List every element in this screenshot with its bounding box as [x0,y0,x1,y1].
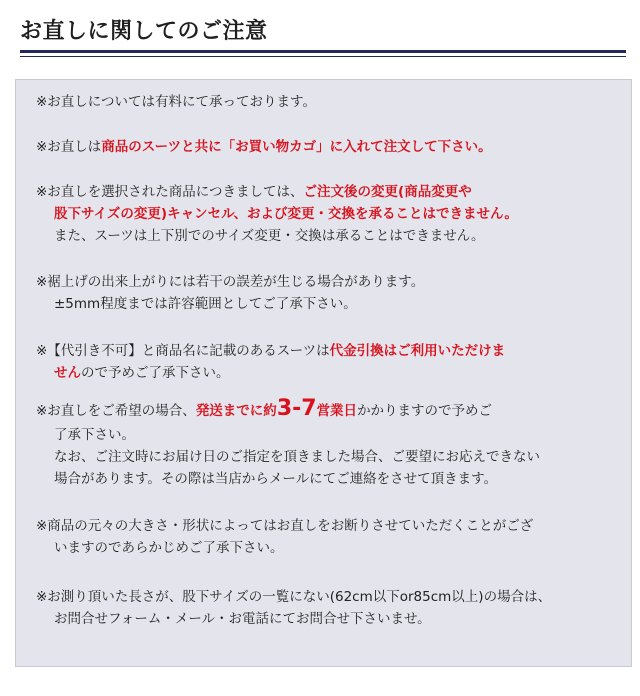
notice-line: ±5mm程度までは許容範囲としてご了承下さい。 [54,296,357,312]
notice-no-changes [36,181,636,247]
title-underline-thin [20,56,626,57]
shipping-days: 3-7 [276,396,317,421]
notice-inseam-contact [36,586,636,630]
notice-line: ※お直しについては有料にて承っております。 [36,94,316,110]
notice-line: また、スーツは上下別でのサイズ変更・交換は承ることはできません。 [54,228,485,244]
notice-line: 了承下さい。 [54,427,135,443]
notice-emphasis: 商品のスーツと共に「お買い物カゴ」に入れて注文して下さい。 [101,139,492,155]
notice-emphasis: 代金引換はご利用いただけま [329,343,506,359]
notice-no-cod [36,340,636,384]
notice-line: お問合せフォーム・メール・お電話にてお問合せ下さいませ。 [54,611,431,627]
notice-line: 場合があります。その際は当店からメールにてご連絡をさせて頂きます。 [54,471,498,487]
notice-line [36,362,636,384]
notice-shipping-time [36,398,636,490]
notice-text: ※お直しを選択された商品につきましては、 [36,184,304,200]
notice-emphasis: せん [54,365,81,381]
notice-text: ※お直しは [36,139,102,155]
notice-line [36,340,636,362]
notice-line: いますのであらかじめご了承下さい。 [54,540,284,556]
notice-line: ※裾上げの出来上がりには若干の誤差が生じる場合があります。 [36,274,425,290]
notice-emphasis: 営業日 [316,403,358,419]
page-header [0,0,640,62]
notice-line [36,136,636,158]
notice-line: ※商品の元々の大きさ・形状によってはお直しをお断りさせていただくことがござ [36,518,534,534]
notice-box [15,79,632,667]
notice-line [36,181,636,203]
notice-may-decline [36,515,636,559]
notice-hem-tolerance [36,271,636,315]
notice-emphasis-line: 股下サイズの変更)キャンセル、および変更・交換を承ることはできません。 [54,206,518,222]
notice-emphasis: ご注文後の変更(商品変更や [303,184,472,200]
notice-text: ので予めご了承下さい。 [81,365,230,381]
notice-line: ※お測り頂いた長さが、股下サイズの一覧にない(62cm以下or85cm以上)の場合は、 [36,589,552,605]
title-underline-thick [20,50,626,53]
notice-text: かかりますので予めご [357,403,493,419]
notice-paid-alteration [36,91,636,113]
notice-line [36,398,636,424]
page-title: お直しに関してのご注意 [20,19,268,44]
notice-text: ※【代引き不可】と商品名に記載のあるスーツは [36,343,330,359]
notice-line: なお、ご注文時にお届け日のご指定を頂きました場合、ご要望にお応えできない [54,449,540,465]
notice-text: ※お直しをご希望の場合、 [36,403,196,419]
notice-emphasis: 発送までに約 [195,403,277,419]
notice-order-with-suit [36,136,636,158]
